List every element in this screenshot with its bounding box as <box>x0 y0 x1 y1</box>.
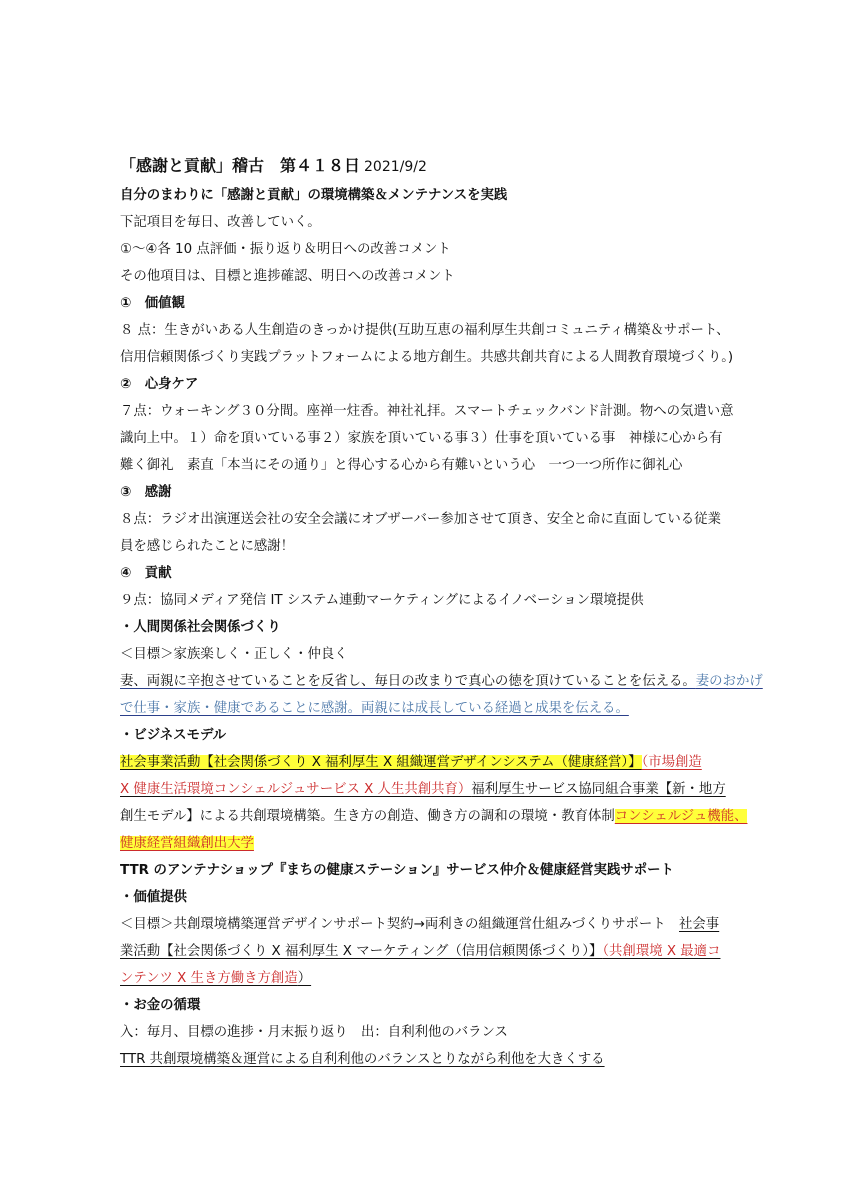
business-line-2 <box>120 776 740 803</box>
values-heading: ① 価値観 <box>120 296 185 311</box>
business-line-4-text: 健康経営組織創出大学 <box>120 836 254 851</box>
relations-heading: ・人間関係社会関係づくり <box>120 620 281 635</box>
intro-line-2: ①～④各 10 点評価・振り返り＆明日への改善コメント <box>120 242 451 257</box>
business-line-3a: 創生モデル】による共創環境構築。生き方の創造、働き方の調和の環境・教育体制 <box>120 809 615 824</box>
business-line-5: TTR のアンテナショップ『まちの健康ステーション』サービス仲介＆健康経営実践サポート <box>120 863 674 878</box>
business-line-4 <box>120 830 740 857</box>
gratitude-line-1: ８点：ラジオ出演運送会社の安全会議にオブザーバー参加させて頂き、安全と命に直面している従業 <box>120 512 721 527</box>
gratitude-line-2: 員を感じられたことに感謝！ <box>120 539 295 554</box>
relations-line-2: で仕事・家族・健康であることに感謝。両親には成長している経過と成果を伝える。 <box>120 701 629 716</box>
business-heading: ・ビジネスモデル <box>120 728 227 743</box>
title-main: 「感謝と貢献」稽古 第４１８日 <box>120 156 361 175</box>
intro-line-3: その他項目は、目標と進捗確認、明日への改善コメント <box>120 269 455 284</box>
value-provision-line-2a: 業活動【社会関係づくり X 福利厚生 X マーケティング（信用信頼関係づくり）】 <box>120 944 603 959</box>
contribution-line-1: ９点：協同メディア発信 IT システム連動マーケティングによるイノベーション環境提供 <box>120 593 644 608</box>
value-provision-line-1 <box>120 911 740 938</box>
value-provision-line-3a: ンテンツ X 生き方働き方創造 <box>120 971 298 986</box>
business-line-2a: X 健康生活環境コンシェルジュサービス X 人生共創共育） <box>120 782 472 797</box>
mindbody-line-2: 識向上中。１）命を頂いている事２）家族を頂いている事３）仕事を頂いている事 神様に心から有 <box>120 431 723 446</box>
business-line-1 <box>120 749 740 776</box>
values-line-1: ８ 点：生きがいある人生創造のきっかけ提供(互助互恵の福利厚生共創コミュニティ構築＆サポート、 <box>120 323 730 338</box>
money-line-1: 入：毎月、目標の進捗・月末振り返り 出：自利利他のバランス <box>120 1025 508 1040</box>
values-line-2: 信用信頼関係づくり実践プラットフォームによる地方創生。共感共創共育による人間教育環境づくり。) <box>120 350 734 365</box>
value-provision-line-3 <box>120 965 740 992</box>
business-line-3b: コンシェルジュ機能、 <box>614 809 748 824</box>
value-provision-line-2b: （共創環境 X 最適コ <box>602 944 721 959</box>
business-line-1a: 社会事業活動【社会関係づくり X 福利厚生 X 組織運営デザインシステム（健康経営）】 <box>120 755 642 770</box>
intro-heading: 自分のまわりに「感謝と貢献」の環境構築＆メンテナンスを実践 <box>120 188 508 203</box>
document-title <box>120 152 740 182</box>
relations-line-1 <box>120 668 763 695</box>
gratitude-heading: ③ 感謝 <box>120 485 172 500</box>
value-provision-line-1b: 社会事 <box>679 917 720 932</box>
mindbody-heading: ② 心身ケア <box>120 377 199 392</box>
relations-line-1b: 妻のおかげ <box>695 674 763 689</box>
value-provision-heading: ・価値提供 <box>120 890 187 905</box>
mindbody-line-3: 難く御礼 素直「本当にその通り」と得心する心から有難いという心 一つ一つ所作に御礼心 <box>120 458 683 473</box>
business-line-1b: （市場創造 <box>641 755 702 770</box>
title-date: 2021/9/2 <box>364 159 427 175</box>
intro-line-1: 下記項目を毎日、改善していく。 <box>120 215 321 230</box>
business-line-2b: 福利厚生サービス協同組合事業【新・地方 <box>471 782 726 797</box>
relations-goal: ＜目標＞家族楽しく・正しく・仲良く <box>120 647 348 662</box>
money-heading: ・お金の循環 <box>120 998 201 1013</box>
value-provision-line-2 <box>120 938 740 965</box>
mindbody-line-1: ７点：ウォーキング３０分間。座禅一炷香。神社礼拝。スマートチェックバンド計測。物への気遣い意 <box>120 404 734 419</box>
money-line-2: TTR 共創環境構築＆運営による自利利他のバランスとりながら利他を大きくする <box>120 1052 605 1067</box>
relations-line-1a: 妻、両親に辛抱させていることを反省し、毎日の改まりで真心の徳を頂けていることを伝える。 <box>120 674 696 689</box>
value-provision-line-1a: ＜目標＞共創環境構築運営デザインサポート契約→両利きの組織運営仕組みづくりサポート <box>120 917 680 932</box>
contribution-heading: ④ 貢献 <box>120 566 172 581</box>
document-page <box>120 152 763 1073</box>
value-provision-line-3b: ） <box>297 971 312 986</box>
business-line-3 <box>120 803 748 830</box>
